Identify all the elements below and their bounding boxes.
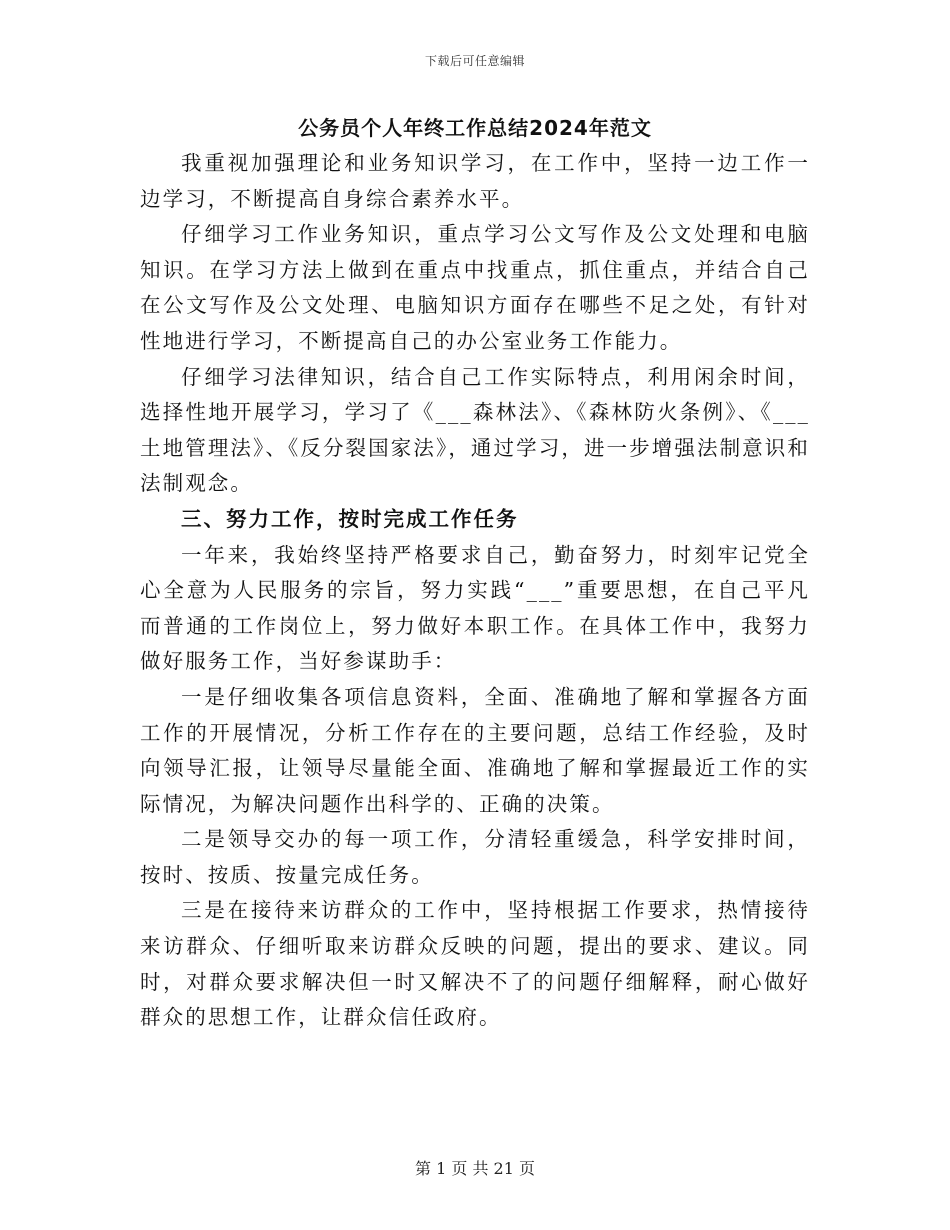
paragraph: 一是仔细收集各项信息资料，全面、准确地了解和掌握各方面工作的开展情况，分析工作存在的主要问题，总结工作经验，及时向领导汇报，让领导尽量能全面、准确地了解和掌握最近工作的实际情况，为解决问题作出科学的、正确的决策。 (140, 684, 810, 816)
document-body (140, 146, 810, 1036)
paragraph: 仔细学习法律知识，结合自己工作实际特点，利用闲余时间，选择性地开展学习，学习了《___森林法》、《森林防火条例》、《___土地管理法》、《反分裂国家法》，通过学习，进一步增强法制意识和法制观念。 (140, 364, 810, 496)
paragraph: 二是领导交办的每一项工作，分清轻重缓急，科学安排时间，按时、按质、按量完成任务。 (140, 827, 810, 887)
paragraph: 我重视加强理论和业务知识学习，在工作中，坚持一边工作一边学习，不断提高自身综合素养水平。 (140, 151, 810, 211)
document-title: 公务员个人年终工作总结2024年范文 (298, 116, 652, 140)
paragraph: 三是在接待来访群众的工作中，坚持根据工作要求，热情接待来访群众、仔细听取来访群众反映的问题，提出的要求、建议。同时，对群众要求解决但一时又解决不了的问题仔细解释，耐心做好群众的思想工作，让群众信任政府。 (140, 898, 810, 1030)
page-number-footer: 第 1 页 共 21 页 (415, 1159, 535, 1178)
paragraph: 仔细学习工作业务知识，重点学习公文写作及公文处理和电脑知识。在学习方法上做到在重点中找重点，抓住重点，并结合自己在公文写作及公文处理、电脑知识方面存在哪些不足之处，有针对性地进行学习，不断提高自己的办公室业务工作能力。 (140, 222, 810, 353)
paragraph: 一年来，我始终坚持严格要求自己，勤奋努力，时刻牢记党全心全意为人民服务的宗旨，努力实践“___”重要思想，在自己平凡而普通的工作岗位上，努力做好本职工作。在具体工作中，我努力做好服务工作，当好参谋助手： (140, 542, 810, 674)
section-heading: 三、努力工作，按时完成工作任务 (181, 506, 519, 531)
download-note: 下载后可任意编辑 (424, 54, 525, 68)
